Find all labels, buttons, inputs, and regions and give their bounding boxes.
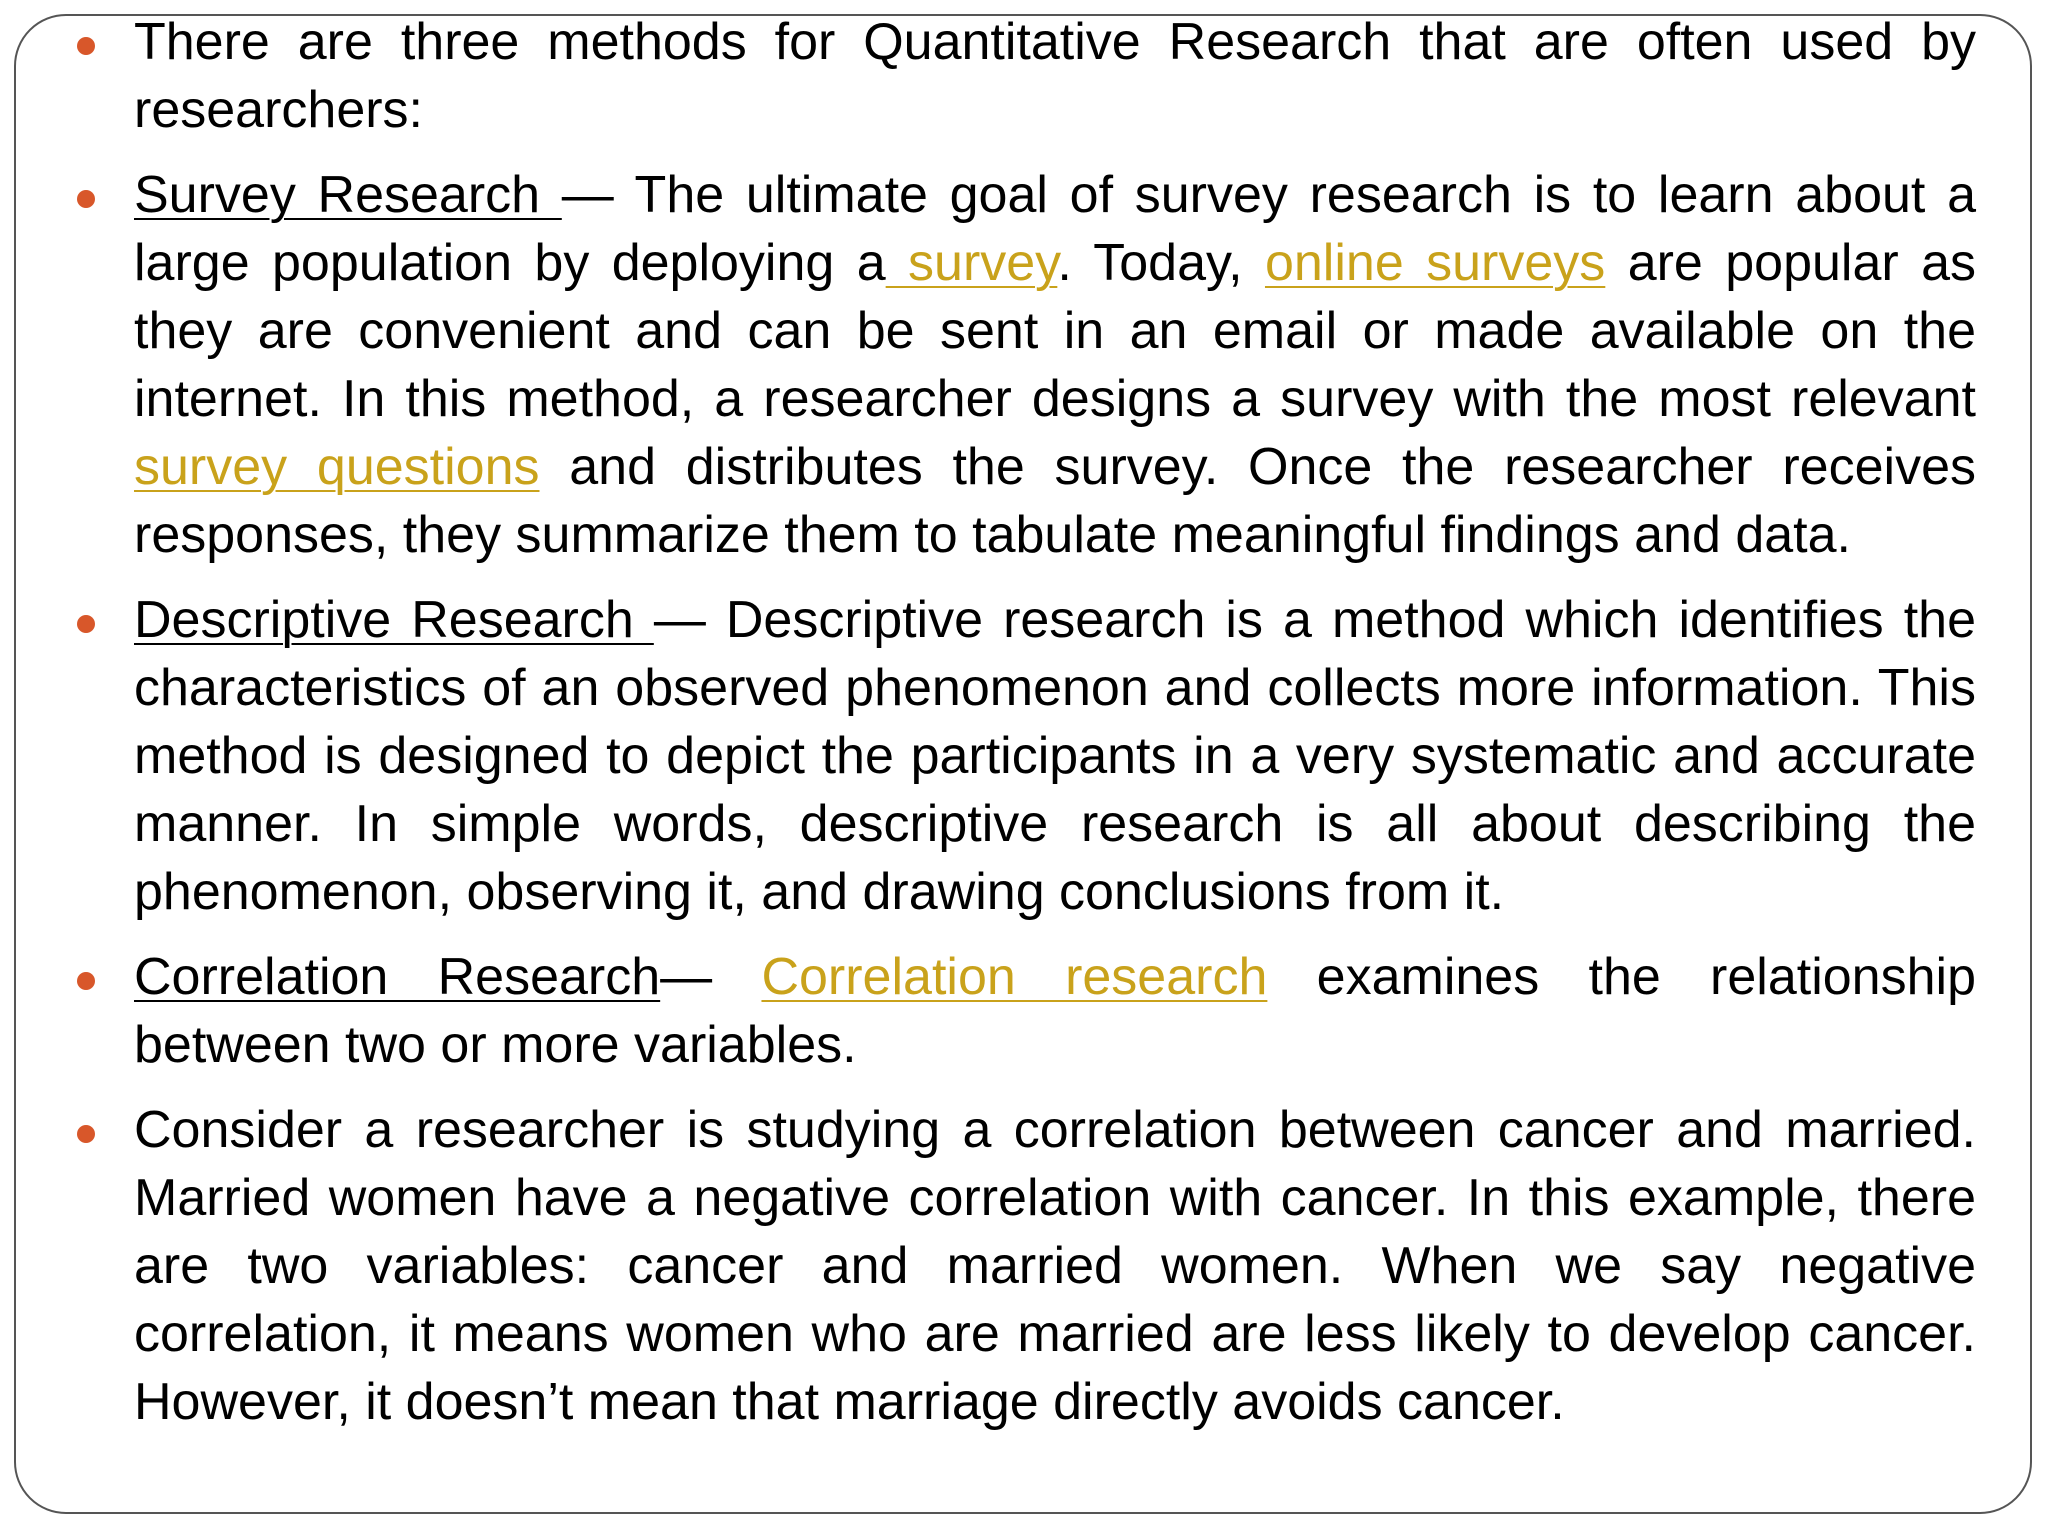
correlation-text-2: examines the relationship between two or more variables. bbox=[134, 948, 1976, 1074]
link-survey-questions[interactable]: survey questions bbox=[134, 438, 540, 496]
example-text: Consider a researcher is studying a correlation between cancer and married. Married women have a negative correlation with cancer. In this example, there are two variables: cancer and married women. When we say negative correlation, it means women who are married are less likely to develop cancer. However, it doesn’t mean that marriage directly avoids cancer. bbox=[134, 1101, 1976, 1431]
descriptive-text: — Descriptive research is a method which identifies the characteristics of an observed phenomenon and collects more information. This method is designed to depict the participants in a very systematic and accurate manner. In simple words, descriptive research is all about describing the phenomenon, observing it, and drawing conclusions from it. bbox=[134, 591, 1977, 921]
survey-text-1: — The ultimate goal of survey research is to learn about a large population by deploying a bbox=[134, 166, 1976, 292]
bullet-dot-icon bbox=[77, 615, 95, 633]
term-correlation-research: Correlation Research bbox=[134, 948, 661, 1006]
bullet-dot-icon bbox=[77, 972, 95, 990]
link-correlation-research[interactable]: Correlation research bbox=[761, 948, 1268, 1006]
bullet-item-correlation-research bbox=[0, 943, 2048, 1079]
intro-text: There are three methods for Quantitative Research that are often used by researchers: bbox=[134, 13, 1976, 139]
bullet-dot-icon bbox=[77, 37, 95, 55]
survey-text-3: are popular as they are convenient and can be sent in an email or made available on the internet. In this method, a researcher designs a survey with the most relevant bbox=[134, 234, 1977, 428]
link-survey[interactable]: survey bbox=[885, 234, 1058, 292]
survey-text-4: and distributes the survey. Once the researcher receives responses, they summarize them to tabulate meaningful findings and data. bbox=[134, 438, 1976, 564]
link-online-surveys[interactable]: online surveys bbox=[1264, 234, 1606, 292]
bullet-dot-icon bbox=[77, 1125, 95, 1143]
survey-text-2: . Today, bbox=[1057, 234, 1265, 292]
bullet-item-intro bbox=[0, 8, 2048, 144]
slide-content bbox=[0, 8, 2048, 1536]
bullet-item-example bbox=[0, 1096, 2048, 1436]
bullet-list bbox=[0, 8, 2048, 1436]
bullet-item-survey-research bbox=[0, 161, 2048, 569]
term-descriptive-research: Descriptive Research bbox=[134, 591, 654, 649]
bullet-dot-icon bbox=[77, 190, 95, 208]
term-survey-research: Survey Research bbox=[134, 166, 562, 224]
bullet-item-descriptive-research bbox=[0, 586, 2048, 926]
correlation-text-1: — bbox=[660, 948, 762, 1006]
